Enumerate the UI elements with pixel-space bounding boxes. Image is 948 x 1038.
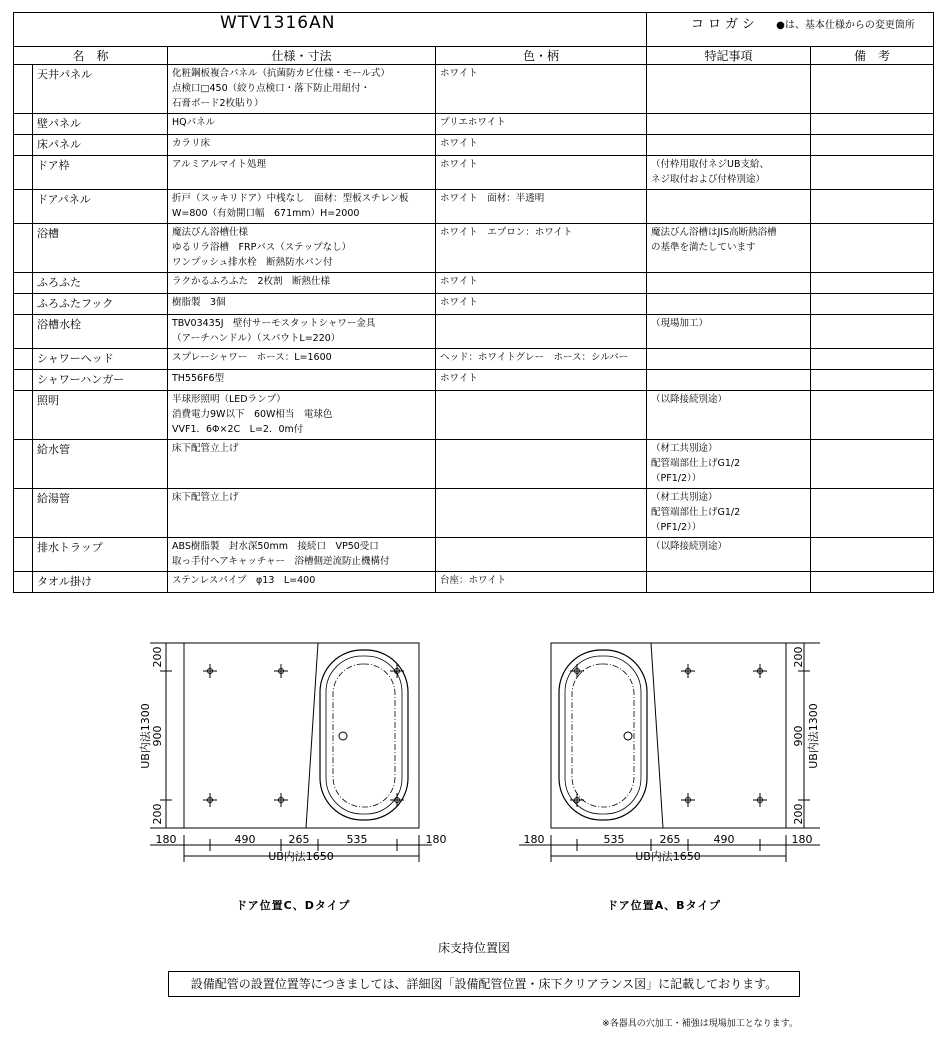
left-ub-width: UB内法1650	[268, 850, 334, 863]
item-name: タオル掛け	[33, 572, 168, 593]
right-ub-depth: UB内法1300	[807, 703, 820, 769]
spec-sheet	[13, 12, 933, 593]
item-note: 魔法びん浴槽はJIS高断熱浴槽 の基準を満たしています	[647, 224, 811, 273]
right-floor-outline	[551, 643, 786, 828]
item-remarks	[811, 156, 934, 190]
row-marker-cell	[14, 135, 33, 156]
table-row	[14, 65, 934, 114]
table-row	[14, 114, 934, 135]
item-note: （材工共別途） 配管端部仕上げG1/2 （PF1/2））	[647, 489, 811, 538]
item-spec: ステンレスパイプ φ13 L=400	[168, 572, 436, 593]
item-name: ドアパネル	[33, 190, 168, 224]
left-vdim-top: 200	[151, 646, 164, 668]
item-remarks	[811, 538, 934, 572]
table-row	[14, 349, 934, 370]
right-plan	[519, 643, 820, 863]
item-note: （以降接続別途）	[647, 538, 811, 572]
item-spec: 半球形照明（LEDランプ） 消費電力9W以下 60W相当 電球色 VVF1．6Φ×2C L=2．0m付	[168, 391, 436, 440]
row-marker-cell	[14, 572, 33, 593]
title-right	[647, 13, 934, 47]
table-row	[14, 294, 934, 315]
item-remarks	[811, 65, 934, 114]
item-color	[436, 315, 647, 349]
row-marker-cell	[14, 65, 33, 114]
right-vdim-mid: 900	[792, 725, 805, 747]
table-row	[14, 538, 934, 572]
item-remarks	[811, 135, 934, 156]
item-spec: 化粧鋼板複合パネル（抗菌防カビ仕様・モール式） 点検口□450（絞り点検口・落下防止用紐付・ 石膏ボード2枚貼り）	[168, 65, 436, 114]
item-remarks	[811, 224, 934, 273]
item-name: 天井パネル	[33, 65, 168, 114]
table-row	[14, 156, 934, 190]
piping-notice: 設備配管の設置位置等につきましては、詳細図「設備配管位置・床下クリアランス図」に記載しております。	[168, 971, 800, 997]
item-name: 浴槽水栓	[33, 315, 168, 349]
row-marker-cell	[14, 273, 33, 294]
item-color: ホワイト エプロン：ホワイト	[436, 224, 647, 273]
row-marker-cell	[14, 224, 33, 273]
item-note	[647, 349, 811, 370]
item-note	[647, 370, 811, 391]
table-row	[14, 370, 934, 391]
item-name: 給水管	[33, 440, 168, 489]
col-note: 特記事項	[647, 47, 811, 65]
right-support-points	[570, 664, 767, 807]
table-row	[14, 489, 934, 538]
left-tub-mid	[326, 656, 402, 814]
right-tub-mid	[565, 656, 641, 814]
row-marker-cell	[14, 489, 33, 538]
item-color: 台座：ホワイト	[436, 572, 647, 593]
item-color	[436, 489, 647, 538]
item-name: シャワーヘッド	[33, 349, 168, 370]
item-name: 給湯管	[33, 489, 168, 538]
item-note: （付枠用取付ネジUB支給、 ネジ取付および付枠別途）	[647, 156, 811, 190]
item-spec: スプレーシャワー ホース：L=1600	[168, 349, 436, 370]
item-color: ヘッド：ホワイトグレー ホース：シルバー	[436, 349, 647, 370]
item-spec: TH556F6型	[168, 370, 436, 391]
item-name: 床パネル	[33, 135, 168, 156]
item-name: 照明	[33, 391, 168, 440]
item-note	[647, 572, 811, 593]
model-number: WTV1316AN	[14, 13, 647, 47]
item-color	[436, 440, 647, 489]
left-hdim-1: 490	[234, 833, 256, 846]
table-row	[14, 315, 934, 349]
row-marker-cell	[14, 440, 33, 489]
item-spec: HQパネル	[168, 114, 436, 135]
spec-table	[13, 12, 934, 593]
item-spec: 魔法びん浴槽仕様 ゆるリラ浴槽 FRPバス（ステップなし） ワンプッシュ排水栓 断熱防水パン付	[168, 224, 436, 273]
item-name: ふろふた	[33, 273, 168, 294]
item-note	[647, 273, 811, 294]
item-remarks	[811, 370, 934, 391]
item-spec: 折戸（スッキリドア）中桟なし 面材：型板スチレン板 W=800（有効開口幅 671mm）H=2000	[168, 190, 436, 224]
left-hdim-4: 180	[425, 833, 447, 846]
series-name: コロガシ	[691, 17, 760, 32]
item-color: ホワイト	[436, 65, 647, 114]
row-marker-cell	[14, 538, 33, 572]
table-row	[14, 273, 934, 294]
item-note	[647, 114, 811, 135]
row-marker-cell	[14, 349, 33, 370]
left-hdim-3: 535	[346, 833, 368, 846]
item-remarks	[811, 391, 934, 440]
right-hdim-0: 180	[523, 833, 545, 846]
item-color: ホワイト	[436, 370, 647, 391]
left-drain-icon	[339, 732, 347, 740]
floor-support-drawing	[0, 630, 948, 940]
right-hdim-4: 180	[791, 833, 813, 846]
col-color: 色・柄	[436, 47, 647, 65]
table-row	[14, 440, 934, 489]
item-color	[436, 538, 647, 572]
item-color: ホワイト	[436, 156, 647, 190]
item-remarks	[811, 294, 934, 315]
item-spec: カラリ床	[168, 135, 436, 156]
item-spec: 床下配管立上げ	[168, 440, 436, 489]
left-hdim-0: 180	[155, 833, 177, 846]
item-remarks	[811, 273, 934, 294]
footnote: ※各器具の穴加工・補強は現場加工となります。	[602, 1019, 798, 1029]
item-color: ホワイト	[436, 273, 647, 294]
col-remarks: 備 考	[811, 47, 934, 65]
item-name: 壁パネル	[33, 114, 168, 135]
right-vdim-top: 200	[792, 646, 805, 668]
row-marker-cell	[14, 391, 33, 440]
change-note: ●は、基本仕様からの変更箇所	[776, 20, 915, 31]
item-name: シャワーハンガー	[33, 370, 168, 391]
row-marker-cell	[14, 315, 33, 349]
right-tub-inner	[572, 664, 634, 807]
title-row	[14, 13, 934, 47]
left-ub-depth: UB内法1300	[139, 703, 152, 769]
item-remarks	[811, 572, 934, 593]
item-color: ホワイト 面材：半透明	[436, 190, 647, 224]
item-remarks	[811, 440, 934, 489]
item-spec: アルミアルマイト処理	[168, 156, 436, 190]
left-plan	[138, 643, 447, 863]
item-name: 浴槽	[33, 224, 168, 273]
item-spec: 床下配管立上げ	[168, 489, 436, 538]
left-vdim-mid: 900	[151, 725, 164, 747]
item-remarks	[811, 489, 934, 538]
item-name: ドア枠	[33, 156, 168, 190]
right-hdim-3: 490	[713, 833, 735, 846]
right-hdim-1: 535	[603, 833, 625, 846]
left-support-points	[203, 664, 404, 807]
left-panel-seam	[306, 643, 318, 828]
item-color	[436, 391, 647, 440]
left-tub-inner	[333, 664, 395, 807]
item-color: ホワイト	[436, 294, 647, 315]
row-marker-cell	[14, 190, 33, 224]
item-spec: 樹脂製 3個	[168, 294, 436, 315]
table-row	[14, 190, 934, 224]
item-remarks	[811, 114, 934, 135]
item-note	[647, 135, 811, 156]
left-caption: ドア位置C、Dタイプ	[236, 899, 351, 912]
item-name: ふろふたフック	[33, 294, 168, 315]
right-caption: ドア位置A、Bタイプ	[607, 899, 722, 912]
right-vdim-bottom: 200	[792, 803, 805, 825]
item-remarks	[811, 315, 934, 349]
table-row	[14, 391, 934, 440]
item-note: （現場加工）	[647, 315, 811, 349]
col-name: 名 称	[14, 47, 168, 65]
item-color: ホワイト	[436, 135, 647, 156]
right-ub-width: UB内法1650	[635, 850, 701, 863]
item-note: （以降接続別途）	[647, 391, 811, 440]
spec-rows	[14, 65, 934, 593]
right-hdim-2: 265	[659, 833, 681, 846]
table-row	[14, 572, 934, 593]
row-marker-cell	[14, 370, 33, 391]
item-spec: ラクかるふろふた 2枚割 断熱仕様	[168, 273, 436, 294]
item-name: 排水トラップ	[33, 538, 168, 572]
item-remarks	[811, 349, 934, 370]
item-note	[647, 65, 811, 114]
item-color: プリエホワイト	[436, 114, 647, 135]
left-vdim-bottom: 200	[151, 803, 164, 825]
row-marker-cell	[14, 114, 33, 135]
row-marker-cell	[14, 156, 33, 190]
row-marker-cell	[14, 294, 33, 315]
item-remarks	[811, 190, 934, 224]
drawing-title: 床支持位置図	[437, 941, 510, 955]
item-note	[647, 190, 811, 224]
left-hdim-2: 265	[288, 833, 310, 846]
col-spec: 仕様・寸法	[168, 47, 436, 65]
item-spec: ABS樹脂製 封水深50mm 接続口 VP50受口 取っ手付ヘアキャッチャー 浴槽側逆流防止機構付	[168, 538, 436, 572]
header-row	[14, 47, 934, 65]
table-row	[14, 224, 934, 273]
right-drain-icon	[624, 732, 632, 740]
item-note	[647, 294, 811, 315]
item-spec: TBV03435J 壁付サーモスタットシャワー金具 （アーチハンドル）（スパウトL=220）	[168, 315, 436, 349]
right-panel-seam	[651, 643, 663, 828]
table-row	[14, 135, 934, 156]
item-note: （材工共別途） 配管端部仕上げG1/2 （PF1/2））	[647, 440, 811, 489]
